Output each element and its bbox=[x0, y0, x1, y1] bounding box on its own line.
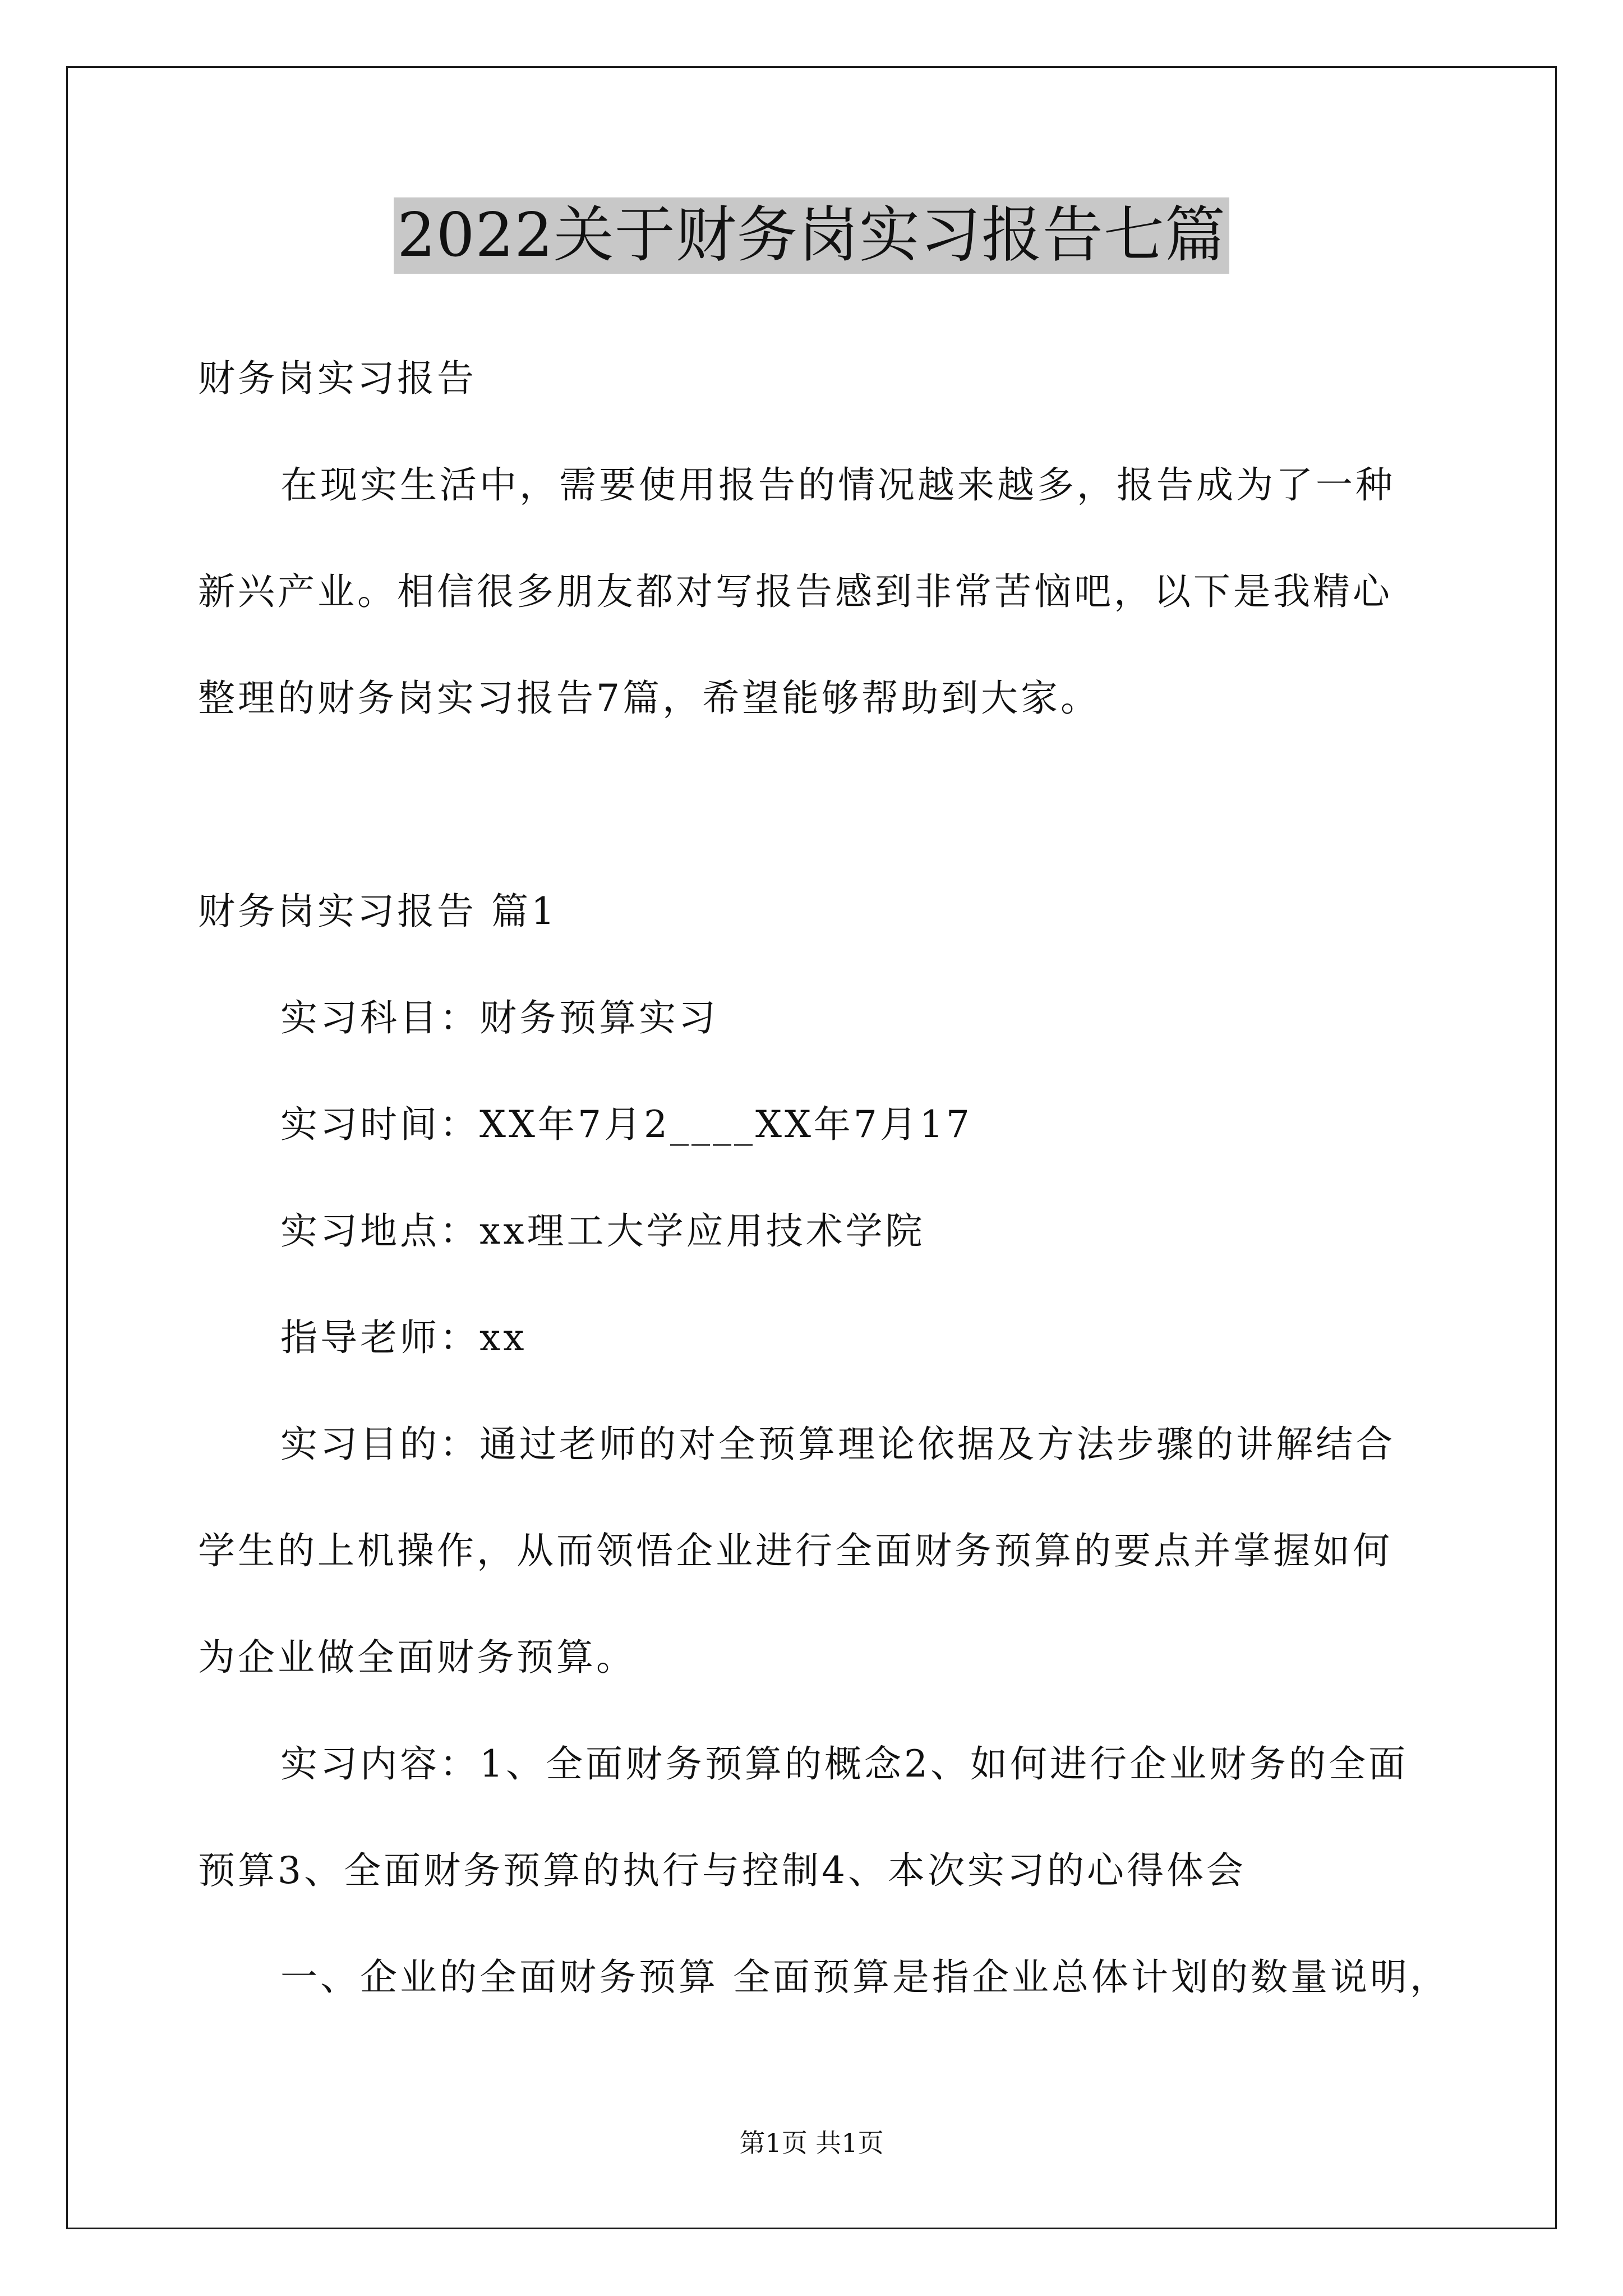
paragraph-line: 预算3、全面财务预算的执行与控制4、本次实习的心得体会 bbox=[198, 1849, 1246, 1892]
paragraph-line: 在现实生活中，需要使用报告的情况越来越多，报告成为了一种 bbox=[280, 463, 1395, 507]
paragraph-line: 整理的财务岗实习报告7篇，希望能够帮助到大家。 bbox=[198, 677, 1100, 720]
page-footer: 第1页 共1页 bbox=[739, 2128, 884, 2158]
paragraph-line: 实习目的：通过老师的对全预算理论依据及方法步骤的讲解结合 bbox=[280, 1423, 1395, 1466]
paragraph-line: 为企业做全面财务预算。 bbox=[198, 1636, 636, 1679]
document-title: 2022关于财务岗实习报告七篇 bbox=[394, 197, 1229, 274]
paragraph-line: 实习内容：1、全面财务预算的概念2、如何进行企业财务的全面 bbox=[280, 1742, 1408, 1786]
paragraph-line: 实习科目：财务预算实习 bbox=[280, 996, 718, 1039]
section-heading: 财务岗实习报告 篇1 bbox=[198, 890, 557, 933]
title-container bbox=[0, 197, 1623, 274]
paragraph-line: 实习地点：xx理工大学应用技术学院 bbox=[280, 1209, 925, 1253]
paragraph-line: 学生的上机操作，从而领悟企业进行全面财务预算的要点并掌握如何 bbox=[198, 1529, 1393, 1572]
paragraph-line: 一、企业的全面财务预算 全面预算是指企业总体计划的数量说明， bbox=[280, 1955, 1450, 1999]
paragraph-line: 指导老师：xx bbox=[280, 1316, 527, 1359]
section-heading: 财务岗实习报告 bbox=[198, 357, 477, 400]
paragraph-line: 实习时间：XX年7月2____XX年7月17 bbox=[280, 1103, 972, 1146]
paragraph-line: 新兴产业。相信很多朋友都对写报告感到非常苦恼吧，以下是我精心 bbox=[198, 570, 1393, 613]
